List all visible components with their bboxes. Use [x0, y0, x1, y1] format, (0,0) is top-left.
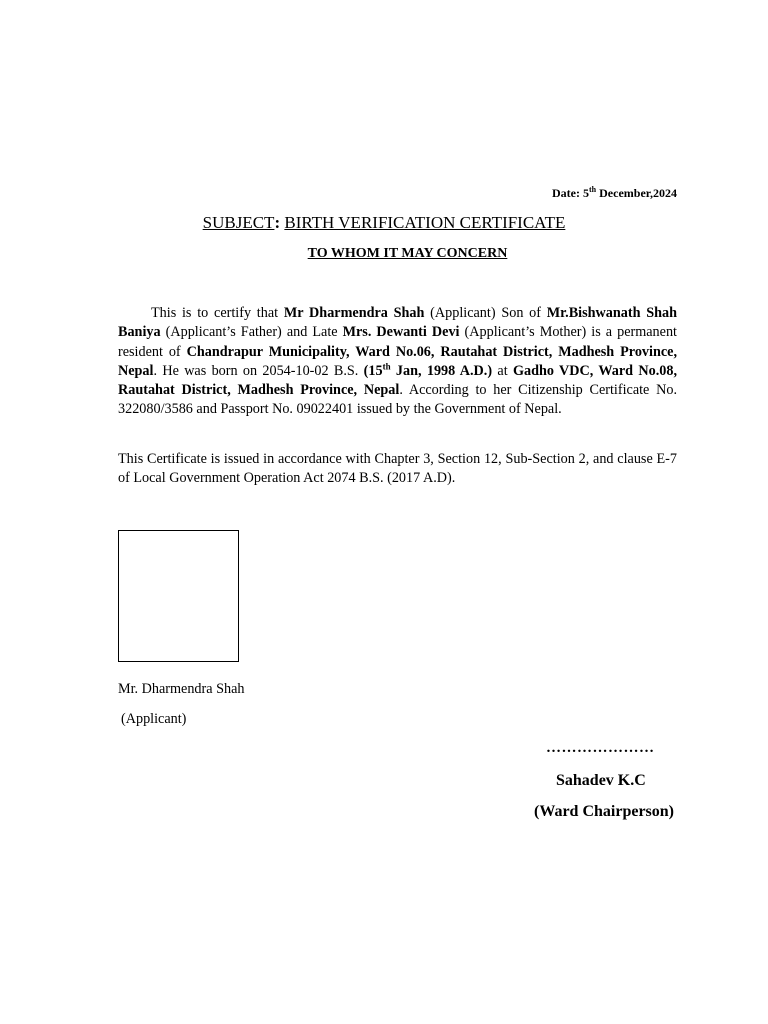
- residence-bold: Chandrapur Municipality, Ward No.06, Rautahat District, Madhesh Province, Nepal: [118, 343, 677, 379]
- text-run: . According to her Citizenship Certificate No. 322080/3586 and Passport No. 09022401 issued by the Government of Nepal.: [118, 382, 677, 418]
- subject-line: [0, 213, 768, 233]
- applicant-signature-name: Mr. Dharmendra Shah: [118, 681, 245, 697]
- ordinal-suffix: th: [382, 361, 391, 372]
- signature-line: …………………: [546, 740, 655, 756]
- to-whom-heading: TO WHOM IT MAY CONCERN: [307, 246, 508, 261]
- birthplace-bold: Gadho VDC, Ward No.08, Rautahat District, Madhesh Province, Nepal: [118, 362, 677, 399]
- birth-date-ad: [364, 363, 492, 379]
- body-paragraph-2: This Certificate is issued in accordance with Chapter 3, Section 12, Sub-Section 2, and clause E-7 of Local Government Operation Act 2074 B.S. (2017 A.D).: [118, 451, 677, 487]
- applicant-signature-role: (Applicant): [121, 711, 187, 727]
- signatory-name: Sahadev K.C: [556, 772, 646, 789]
- subject-label: SUBJECT: [202, 213, 275, 232]
- text-run: This is to certify that: [151, 305, 284, 321]
- text-run: (Applicant’s Mother) is a permanent resident of: [118, 324, 677, 360]
- date-day-suffix: th: [589, 185, 597, 194]
- subject-colon: :: [274, 213, 285, 232]
- text-run: . He was born on 2054-10-02 B.S.: [153, 362, 364, 379]
- text-run: (15: [363, 362, 383, 379]
- applicant-name-bold: Mr Dharmendra Shah: [283, 305, 425, 321]
- photo-placeholder: [118, 530, 239, 662]
- date-day: Date: 5: [552, 186, 589, 200]
- text-run: (Applicant) Son of: [424, 305, 547, 321]
- mother-name-bold: Mrs. Dewanti Devi: [342, 324, 460, 341]
- certificate-title: BIRTH VERIFICATION CERTIFICATE: [284, 213, 566, 232]
- certificate-date: [552, 185, 677, 201]
- date-month-year: December,2024: [596, 186, 677, 200]
- text-run: at: [492, 362, 513, 379]
- body-paragraph-1: [118, 304, 677, 420]
- father-name-bold: Mr.Bishwanath Shah Baniya: [118, 305, 677, 341]
- signatory-role: (Ward Chairperson): [534, 803, 674, 820]
- text-run: (Applicant’s Father) and Late: [160, 324, 343, 341]
- text-run: Jan, 1998 A.D.): [390, 362, 493, 379]
